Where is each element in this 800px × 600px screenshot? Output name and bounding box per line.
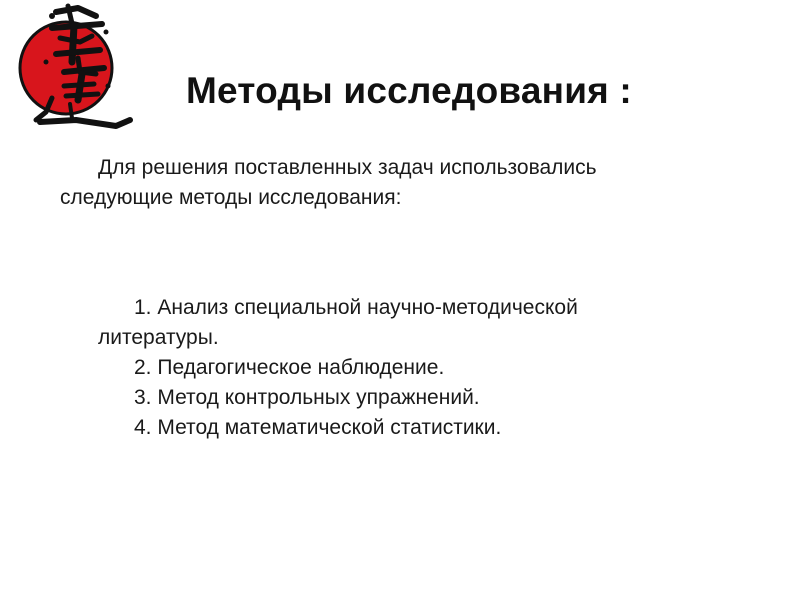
list-item: 2. Педагогическое наблюдение. <box>134 356 445 379</box>
list-item: 3. Метод контрольных упражнений. <box>134 386 480 409</box>
intro-line-2: следующие методы исследования: <box>60 186 402 209</box>
page-title: Методы исследования : <box>186 70 632 111</box>
calligraphy-logo-icon <box>16 2 136 134</box>
list-item: 4. Метод математической статистики. <box>134 416 502 439</box>
methods-list <box>98 293 758 443</box>
intro-line-1: Для решения поставленных задач использовались <box>98 156 597 179</box>
list-item: 1. Анализ специальной научно-методической <box>134 296 578 319</box>
intro-paragraph <box>60 153 760 213</box>
list-item: литературы. <box>98 326 219 349</box>
